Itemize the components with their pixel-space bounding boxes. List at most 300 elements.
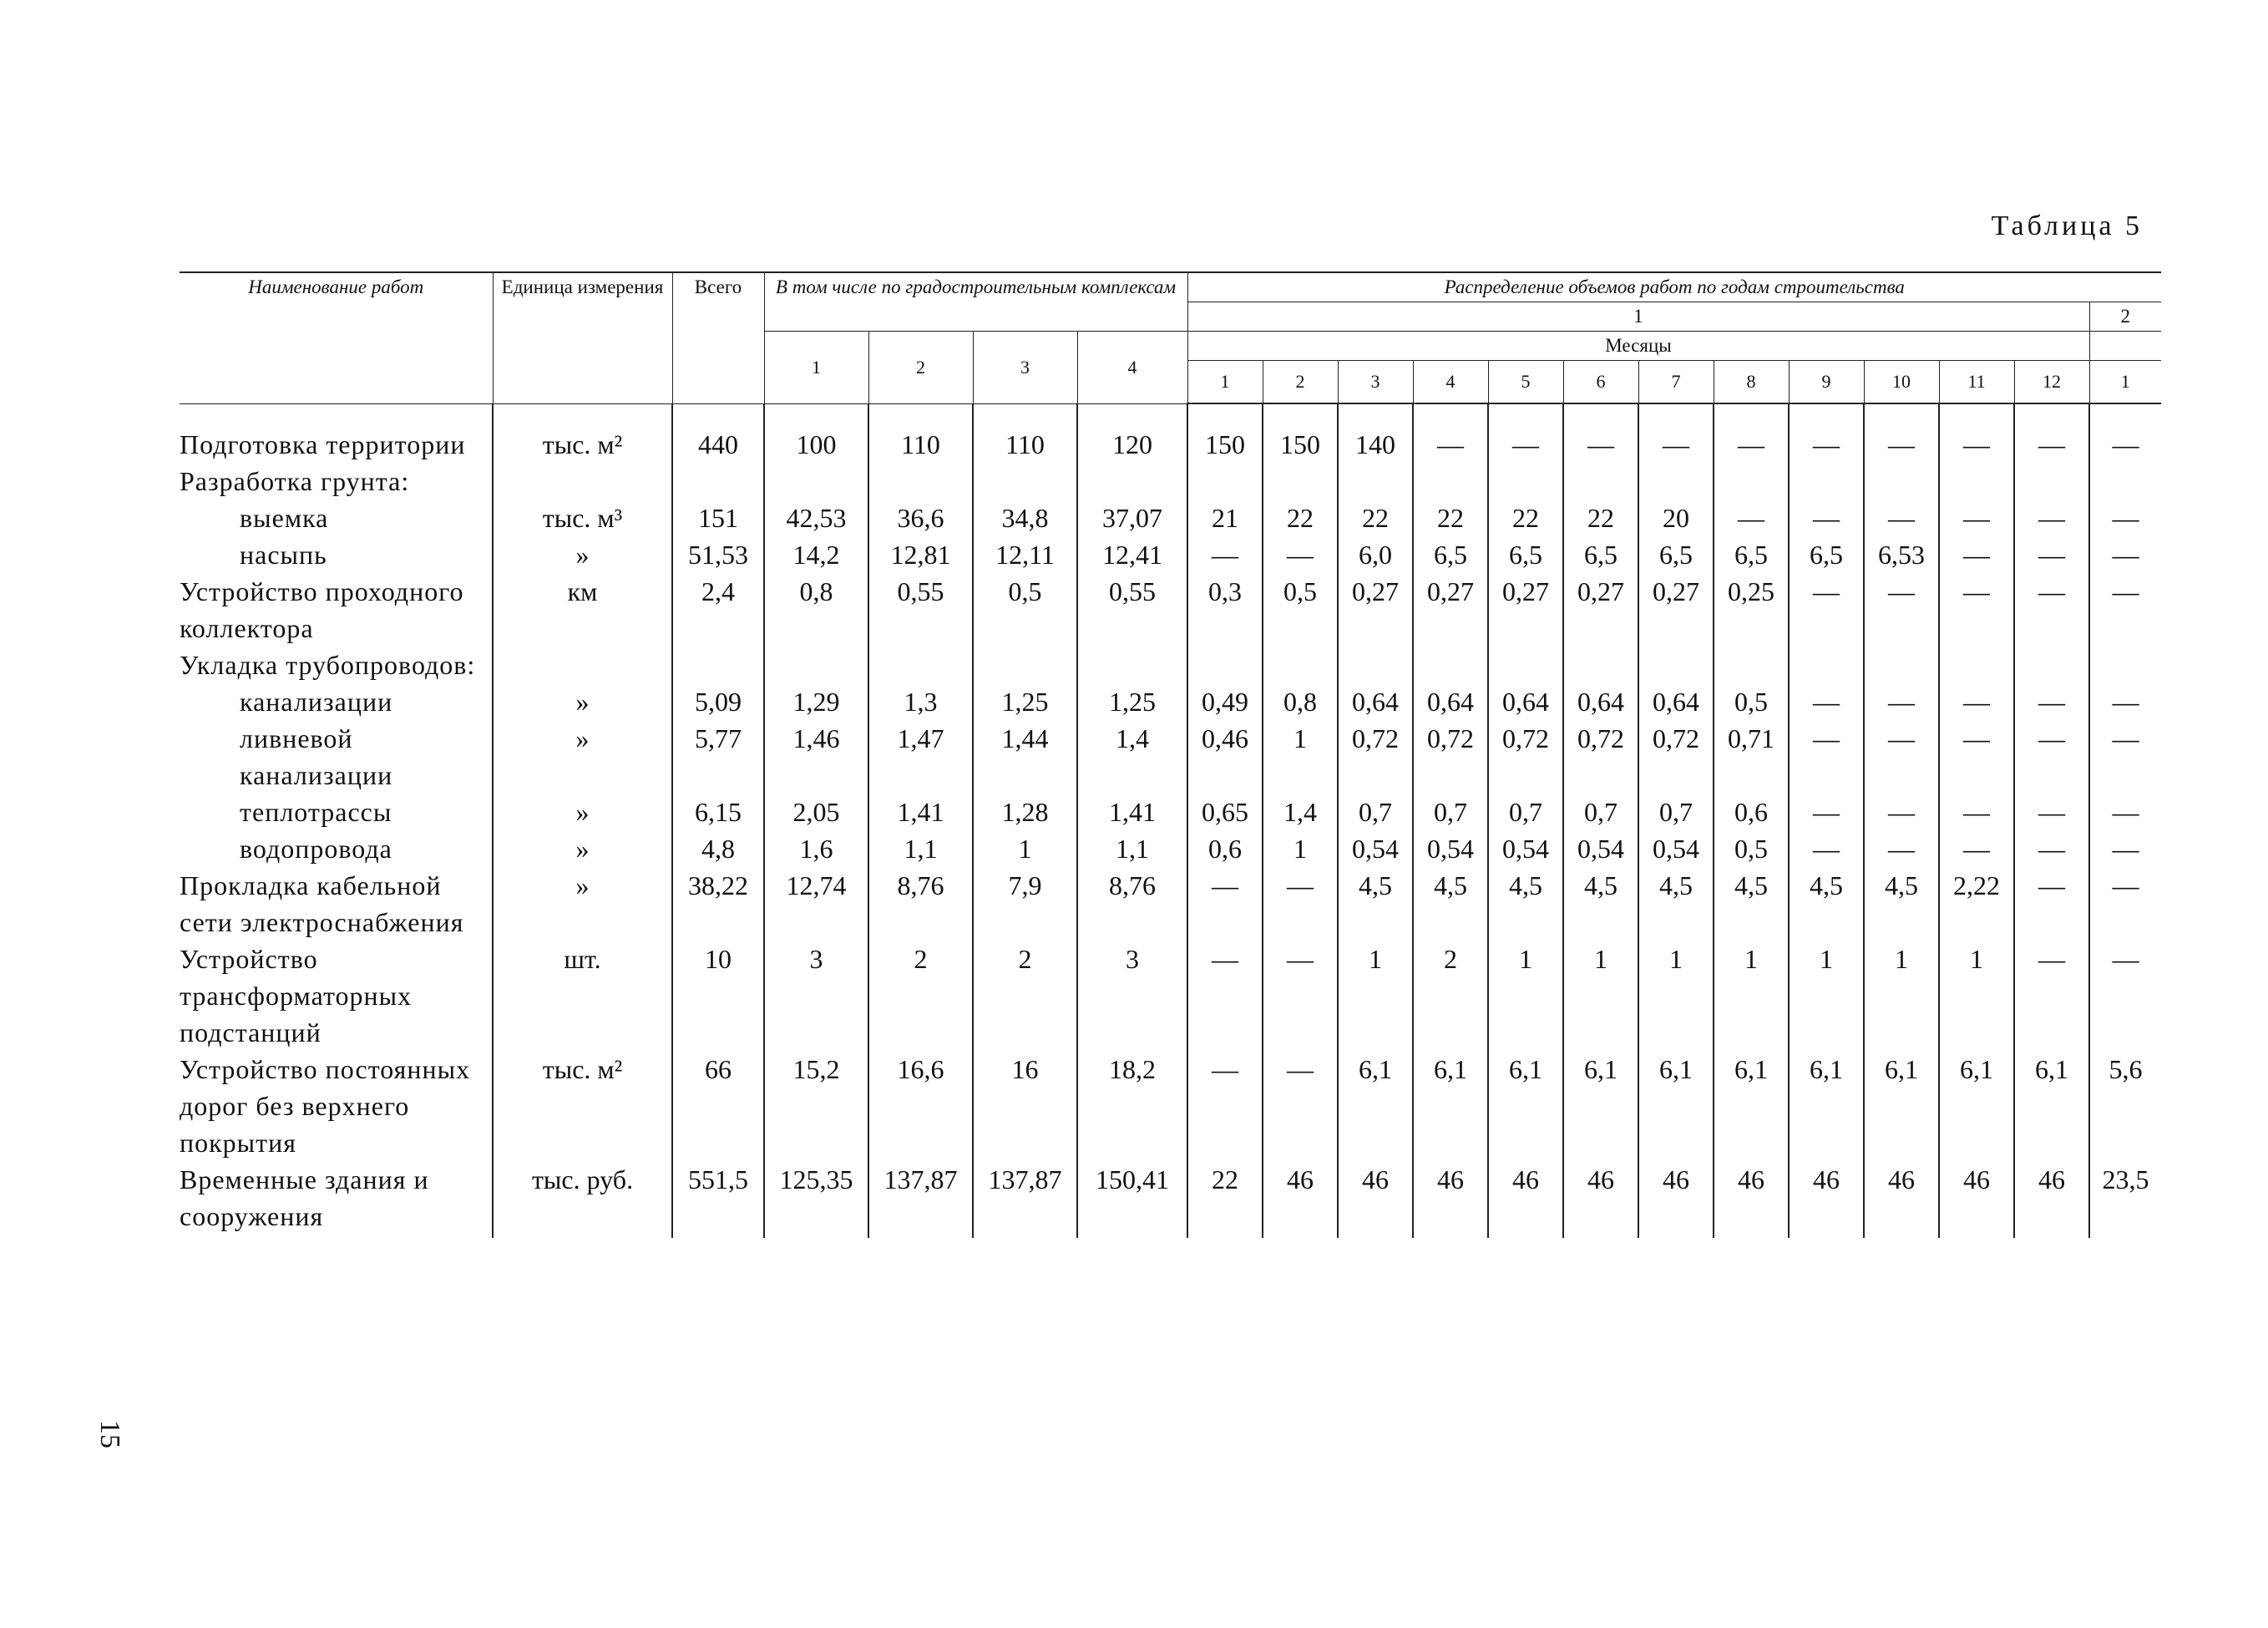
table-caption: Таблица 5 <box>1991 210 2143 241</box>
month-3-cell: 140 <box>1338 403 1413 463</box>
month-2-cell: 1 <box>1263 720 1338 794</box>
month-11-cell: — <box>1939 720 2014 794</box>
month-2-cell: 150 <box>1263 403 1338 463</box>
work-name-cell: Укладка трубопроводов: <box>180 650 476 680</box>
work-name-cell: канализации <box>240 687 393 717</box>
month-4-cell: 0,27 <box>1413 573 1488 647</box>
complex-1-cell: 42,53 <box>764 500 868 536</box>
month-7-cell: 0,7 <box>1638 794 1714 830</box>
complex-1-cell: 125,35 <box>764 1161 868 1238</box>
month-7-cell: 1 <box>1638 941 1714 1051</box>
month-3-cell: 0,54 <box>1338 830 1413 867</box>
month-4-cell: 2 <box>1413 941 1488 1051</box>
complex-1-cell: 3 <box>764 941 868 1051</box>
month-12-cell: — <box>2014 867 2089 941</box>
complex-3-cell: 1,25 <box>973 683 1077 720</box>
month-13-cell <box>2089 463 2161 500</box>
month-11-cell: — <box>1939 536 2014 573</box>
month-10-cell: — <box>1864 683 1939 720</box>
month-11-cell: — <box>1939 573 2014 647</box>
month-12-cell <box>2014 463 2089 500</box>
month-8-cell: 0,25 <box>1714 573 1789 647</box>
month-9-cell: 6,5 <box>1789 536 1864 573</box>
month-11-cell: — <box>1939 794 2014 830</box>
month-4-cell <box>1413 647 1488 683</box>
month-11-cell: — <box>1939 683 2014 720</box>
complex-4-cell <box>1077 647 1187 683</box>
month-11-cell: — <box>1939 830 2014 867</box>
complex-2-cell: 1,3 <box>868 683 973 720</box>
complex-4-cell: 12,41 <box>1077 536 1187 573</box>
month-10-cell: — <box>1864 500 1939 536</box>
month-3-cell <box>1338 647 1413 683</box>
complex-2-cell <box>868 647 973 683</box>
unit-cell: » <box>493 720 672 794</box>
complex-3-cell: 110 <box>973 403 1077 463</box>
month-6-cell: — <box>1563 403 1638 463</box>
month-13-cell: — <box>2089 830 2161 867</box>
total-cell: 10 <box>672 941 764 1051</box>
month-1-cell: 150 <box>1187 403 1263 463</box>
complex-1-cell: 15,2 <box>764 1051 868 1161</box>
complex-4-cell: 150,41 <box>1077 1161 1187 1238</box>
month-5-cell: 46 <box>1488 1161 1563 1238</box>
month-12-cell: — <box>2014 403 2089 463</box>
month-2-cell: — <box>1263 1051 1338 1161</box>
month-8-cell: 6,1 <box>1714 1051 1789 1161</box>
header-month-6: 6 <box>1563 361 1638 404</box>
header-months-year2-blank <box>2089 332 2161 361</box>
total-cell: 66 <box>672 1051 764 1161</box>
unit-cell: тыс. руб. <box>493 1161 672 1238</box>
month-13-cell: — <box>2089 683 2161 720</box>
complex-3-cell: 137,87 <box>973 1161 1077 1238</box>
month-1-cell: 0,65 <box>1187 794 1263 830</box>
complex-3-cell: 1 <box>973 830 1077 867</box>
month-4-cell <box>1413 463 1488 500</box>
month-1-cell <box>1187 647 1263 683</box>
month-7-cell: 46 <box>1638 1161 1714 1238</box>
header-year2-month-1: 1 <box>2089 361 2161 404</box>
month-8-cell: 4,5 <box>1714 867 1789 941</box>
total-cell: 5,77 <box>672 720 764 794</box>
month-9-cell: — <box>1789 573 1864 647</box>
total-cell: 51,53 <box>672 536 764 573</box>
month-6-cell: 1 <box>1563 941 1638 1051</box>
header-months: Месяцы <box>1187 332 2089 361</box>
month-9-cell: — <box>1789 683 1864 720</box>
month-8-cell: 0,71 <box>1714 720 1789 794</box>
unit-cell: » <box>493 536 672 573</box>
month-1-cell: — <box>1187 867 1263 941</box>
month-10-cell: — <box>1864 794 1939 830</box>
month-1-cell: 0,46 <box>1187 720 1263 794</box>
month-4-cell: — <box>1413 403 1488 463</box>
table-row <box>180 647 2161 683</box>
complex-4-cell: 1,41 <box>1077 794 1187 830</box>
month-9-cell: — <box>1789 403 1864 463</box>
month-9-cell: 46 <box>1789 1161 1864 1238</box>
month-11-cell <box>1939 647 2014 683</box>
month-9-cell: 4,5 <box>1789 867 1864 941</box>
month-13-cell: 5,6 <box>2089 1051 2161 1161</box>
table-row <box>180 463 2161 500</box>
month-2-cell <box>1263 647 1338 683</box>
month-7-cell: 6,1 <box>1638 1051 1714 1161</box>
complex-2-cell: 1,1 <box>868 830 973 867</box>
month-12-cell: — <box>2014 941 2089 1051</box>
table-row <box>180 403 2161 463</box>
month-13-cell: — <box>2089 941 2161 1051</box>
unit-cell: » <box>493 794 672 830</box>
month-5-cell: — <box>1488 403 1563 463</box>
total-cell: 151 <box>672 500 764 536</box>
table-row <box>180 536 2161 573</box>
month-5-cell <box>1488 647 1563 683</box>
month-5-cell: 0,7 <box>1488 794 1563 830</box>
month-7-cell: — <box>1638 403 1714 463</box>
complex-1-cell: 0,8 <box>764 573 868 647</box>
work-name-cell: Устройство проходного коллектора <box>180 576 464 643</box>
month-4-cell: 22 <box>1413 500 1488 536</box>
complex-3-cell: 0,5 <box>973 573 1077 647</box>
month-3-cell: 46 <box>1338 1161 1413 1238</box>
complex-1-cell: 14,2 <box>764 536 868 573</box>
total-cell <box>672 647 764 683</box>
work-name-cell: Временные здания и сооружения <box>180 1164 429 1231</box>
work-name-cell: выемка <box>240 503 329 533</box>
month-11-cell <box>1939 463 2014 500</box>
month-1-cell <box>1187 463 1263 500</box>
month-9-cell: 1 <box>1789 941 1864 1051</box>
month-2-cell: 1,4 <box>1263 794 1338 830</box>
month-4-cell: 0,54 <box>1413 830 1488 867</box>
month-12-cell: — <box>2014 720 2089 794</box>
month-12-cell: — <box>2014 573 2089 647</box>
month-11-cell: 6,1 <box>1939 1051 2014 1161</box>
month-11-cell: 46 <box>1939 1161 2014 1238</box>
complex-4-cell: 18,2 <box>1077 1051 1187 1161</box>
month-5-cell: 1 <box>1488 941 1563 1051</box>
complex-1-cell: 100 <box>764 403 868 463</box>
month-11-cell: 2,22 <box>1939 867 2014 941</box>
month-5-cell <box>1488 463 1563 500</box>
month-7-cell: 4,5 <box>1638 867 1714 941</box>
total-cell: 2,4 <box>672 573 764 647</box>
header-name: Наименование работ <box>180 272 493 403</box>
month-9-cell: 6,1 <box>1789 1051 1864 1161</box>
header-month-2: 2 <box>1263 361 1338 404</box>
unit-cell: шт. <box>493 941 672 1051</box>
month-7-cell: 0,27 <box>1638 573 1714 647</box>
month-4-cell: 6,1 <box>1413 1051 1488 1161</box>
header-complexes: В том числе по градостроительным комплексам <box>764 272 1187 332</box>
unit-cell: » <box>493 867 672 941</box>
month-8-cell: 46 <box>1714 1161 1789 1238</box>
month-1-cell: — <box>1187 536 1263 573</box>
month-10-cell: — <box>1864 720 1939 794</box>
header-complex-3: 3 <box>973 332 1077 404</box>
month-5-cell: 0,54 <box>1488 830 1563 867</box>
month-8-cell: 0,6 <box>1714 794 1789 830</box>
month-1-cell: 0,49 <box>1187 683 1263 720</box>
work-name-cell: Разработка грунта: <box>180 466 410 496</box>
month-6-cell: 0,7 <box>1563 794 1638 830</box>
unit-cell <box>493 647 672 683</box>
month-5-cell: 0,27 <box>1488 573 1563 647</box>
month-7-cell: 6,5 <box>1638 536 1714 573</box>
header-distribution: Распределение объемов работ по годам строительства <box>1187 272 2161 302</box>
complex-4-cell: 37,07 <box>1077 500 1187 536</box>
unit-cell: км <box>493 573 672 647</box>
month-5-cell: 0,72 <box>1488 720 1563 794</box>
complex-1-cell: 1,29 <box>764 683 868 720</box>
month-3-cell: 22 <box>1338 500 1413 536</box>
header-month-5: 5 <box>1488 361 1563 404</box>
work-name-cell: водопровода <box>240 834 392 864</box>
complex-3-cell <box>973 647 1077 683</box>
month-3-cell: 4,5 <box>1338 867 1413 941</box>
month-6-cell: 4,5 <box>1563 867 1638 941</box>
month-13-cell: — <box>2089 794 2161 830</box>
month-6-cell: 0,64 <box>1563 683 1638 720</box>
month-8-cell: 6,5 <box>1714 536 1789 573</box>
header-month-9: 9 <box>1789 361 1864 404</box>
month-6-cell: 0,54 <box>1563 830 1638 867</box>
header-month-8: 8 <box>1714 361 1789 404</box>
month-8-cell <box>1714 463 1789 500</box>
month-10-cell <box>1864 647 1939 683</box>
page-number: 15 <box>94 1420 125 1448</box>
header-unit: Единица измерения <box>493 272 672 403</box>
month-6-cell: 6,1 <box>1563 1051 1638 1161</box>
complex-4-cell: 0,55 <box>1077 573 1187 647</box>
complex-3-cell: 2 <box>973 941 1077 1051</box>
unit-cell: тыс. м² <box>493 1051 672 1161</box>
table-row <box>180 794 2161 830</box>
month-5-cell: 0,64 <box>1488 683 1563 720</box>
month-12-cell <box>2014 647 2089 683</box>
month-8-cell: — <box>1714 500 1789 536</box>
month-3-cell: 0,64 <box>1338 683 1413 720</box>
month-6-cell: 46 <box>1563 1161 1638 1238</box>
complex-2-cell: 137,87 <box>868 1161 973 1238</box>
table-row <box>180 1161 2161 1238</box>
month-9-cell: — <box>1789 794 1864 830</box>
month-2-cell <box>1263 463 1338 500</box>
month-10-cell: — <box>1864 403 1939 463</box>
table-row <box>180 830 2161 867</box>
header-month-12: 12 <box>2014 361 2089 404</box>
work-name-cell: насыпь <box>240 540 327 570</box>
header-month-3: 3 <box>1338 361 1413 404</box>
complex-1-cell: 2,05 <box>764 794 868 830</box>
month-10-cell: 4,5 <box>1864 867 1939 941</box>
month-1-cell: 22 <box>1187 1161 1263 1238</box>
month-4-cell: 0,72 <box>1413 720 1488 794</box>
month-10-cell: — <box>1864 573 1939 647</box>
month-6-cell: 6,5 <box>1563 536 1638 573</box>
header-complex-4: 4 <box>1077 332 1187 404</box>
header-month-11: 11 <box>1939 361 2014 404</box>
complex-1-cell: 1,46 <box>764 720 868 794</box>
complex-4-cell: 1,1 <box>1077 830 1187 867</box>
month-2-cell: — <box>1263 941 1338 1051</box>
month-3-cell: 0,72 <box>1338 720 1413 794</box>
complex-2-cell: 12,81 <box>868 536 973 573</box>
month-3-cell: 0,7 <box>1338 794 1413 830</box>
month-13-cell: — <box>2089 573 2161 647</box>
month-13-cell <box>2089 647 2161 683</box>
month-5-cell: 4,5 <box>1488 867 1563 941</box>
month-10-cell: — <box>1864 830 1939 867</box>
month-2-cell: 0,5 <box>1263 573 1338 647</box>
complex-4-cell: 3 <box>1077 941 1187 1051</box>
work-name-cell: Прокладка кабельной сети электроснабжения <box>180 870 464 937</box>
month-13-cell: — <box>2089 536 2161 573</box>
table-row <box>180 573 2161 647</box>
works-distribution-table <box>180 271 2161 1238</box>
month-12-cell: 46 <box>2014 1161 2089 1238</box>
complex-4-cell: 1,4 <box>1077 720 1187 794</box>
month-2-cell: 1 <box>1263 830 1338 867</box>
complex-2-cell <box>868 463 973 500</box>
month-8-cell <box>1714 647 1789 683</box>
unit-cell: тыс. м³ <box>493 500 672 536</box>
month-7-cell <box>1638 463 1714 500</box>
month-11-cell: 1 <box>1939 941 2014 1051</box>
month-10-cell: 46 <box>1864 1161 1939 1238</box>
month-4-cell: 0,7 <box>1413 794 1488 830</box>
total-cell: 440 <box>672 403 764 463</box>
month-3-cell: 6,0 <box>1338 536 1413 573</box>
month-4-cell: 6,5 <box>1413 536 1488 573</box>
month-10-cell: 6,53 <box>1864 536 1939 573</box>
month-10-cell: 1 <box>1864 941 1939 1051</box>
complex-2-cell: 1,47 <box>868 720 973 794</box>
table-row <box>180 941 2161 1051</box>
month-13-cell: — <box>2089 720 2161 794</box>
complex-2-cell: 2 <box>868 941 973 1051</box>
month-1-cell: — <box>1187 941 1263 1051</box>
complex-2-cell: 110 <box>868 403 973 463</box>
month-11-cell: — <box>1939 500 2014 536</box>
month-10-cell: 6,1 <box>1864 1051 1939 1161</box>
month-1-cell: 0,6 <box>1187 830 1263 867</box>
month-4-cell: 46 <box>1413 1161 1488 1238</box>
table-body <box>180 403 2161 1238</box>
unit-cell <box>493 463 672 500</box>
unit-cell: » <box>493 683 672 720</box>
total-cell: 551,5 <box>672 1161 764 1238</box>
month-12-cell: — <box>2014 683 2089 720</box>
work-name-cell: ливневой канализации <box>240 723 393 790</box>
month-12-cell: 6,1 <box>2014 1051 2089 1161</box>
month-11-cell: — <box>1939 403 2014 463</box>
table-row <box>180 1051 2161 1161</box>
month-2-cell: 22 <box>1263 500 1338 536</box>
complex-4-cell: 1,25 <box>1077 683 1187 720</box>
unit-cell: тыс. м² <box>493 403 672 463</box>
month-12-cell: — <box>2014 536 2089 573</box>
table-row <box>180 500 2161 536</box>
work-name-cell: Подготовка территории <box>180 429 466 459</box>
complex-2-cell: 0,55 <box>868 573 973 647</box>
complex-1-cell <box>764 463 868 500</box>
month-8-cell: 0,5 <box>1714 830 1789 867</box>
work-name-cell: Устройство постоянных дорог без верхнего покрытия <box>180 1054 471 1158</box>
month-12-cell: — <box>2014 830 2089 867</box>
month-1-cell: — <box>1187 1051 1263 1161</box>
month-9-cell: — <box>1789 720 1864 794</box>
table-row <box>180 683 2161 720</box>
month-13-cell: 23,5 <box>2089 1161 2161 1238</box>
complex-3-cell: 12,11 <box>973 536 1077 573</box>
table-row <box>180 867 2161 941</box>
header-month-10: 10 <box>1864 361 1939 404</box>
complex-2-cell: 36,6 <box>868 500 973 536</box>
header-year-2: 2 <box>2089 302 2161 332</box>
complex-1-cell: 1,6 <box>764 830 868 867</box>
work-name-cell: теплотрассы <box>240 797 392 827</box>
month-6-cell: 22 <box>1563 500 1638 536</box>
complex-3-cell: 16 <box>973 1051 1077 1161</box>
complex-4-cell <box>1077 463 1187 500</box>
month-12-cell: — <box>2014 794 2089 830</box>
month-7-cell: 0,64 <box>1638 683 1714 720</box>
header-complex-2: 2 <box>868 332 973 404</box>
complex-3-cell: 34,8 <box>973 500 1077 536</box>
complex-1-cell: 12,74 <box>764 867 868 941</box>
month-13-cell: — <box>2089 500 2161 536</box>
month-8-cell: — <box>1714 403 1789 463</box>
month-5-cell: 6,1 <box>1488 1051 1563 1161</box>
month-2-cell: — <box>1263 536 1338 573</box>
month-9-cell: — <box>1789 830 1864 867</box>
month-9-cell <box>1789 647 1864 683</box>
total-cell: 6,15 <box>672 794 764 830</box>
month-3-cell: 0,27 <box>1338 573 1413 647</box>
month-2-cell: — <box>1263 867 1338 941</box>
month-6-cell <box>1563 463 1638 500</box>
total-cell: 38,22 <box>672 867 764 941</box>
month-12-cell: — <box>2014 500 2089 536</box>
month-8-cell: 1 <box>1714 941 1789 1051</box>
complex-3-cell: 1,44 <box>973 720 1077 794</box>
month-7-cell: 0,54 <box>1638 830 1714 867</box>
month-6-cell: 0,27 <box>1563 573 1638 647</box>
month-13-cell: — <box>2089 403 2161 463</box>
month-6-cell: 0,72 <box>1563 720 1638 794</box>
month-8-cell: 0,5 <box>1714 683 1789 720</box>
month-10-cell <box>1864 463 1939 500</box>
month-3-cell: 1 <box>1338 941 1413 1051</box>
complex-4-cell: 120 <box>1077 403 1187 463</box>
work-name-cell: Устройство трансформаторных подстанций <box>180 944 413 1047</box>
month-7-cell: 20 <box>1638 500 1714 536</box>
total-cell <box>672 463 764 500</box>
header-total: Всего <box>672 272 764 403</box>
total-cell: 5,09 <box>672 683 764 720</box>
month-1-cell: 21 <box>1187 500 1263 536</box>
month-1-cell: 0,3 <box>1187 573 1263 647</box>
month-13-cell: — <box>2089 867 2161 941</box>
total-cell: 4,8 <box>672 830 764 867</box>
complex-3-cell: 7,9 <box>973 867 1077 941</box>
complex-3-cell: 1,28 <box>973 794 1077 830</box>
month-7-cell <box>1638 647 1714 683</box>
header-complex-1: 1 <box>764 332 868 404</box>
